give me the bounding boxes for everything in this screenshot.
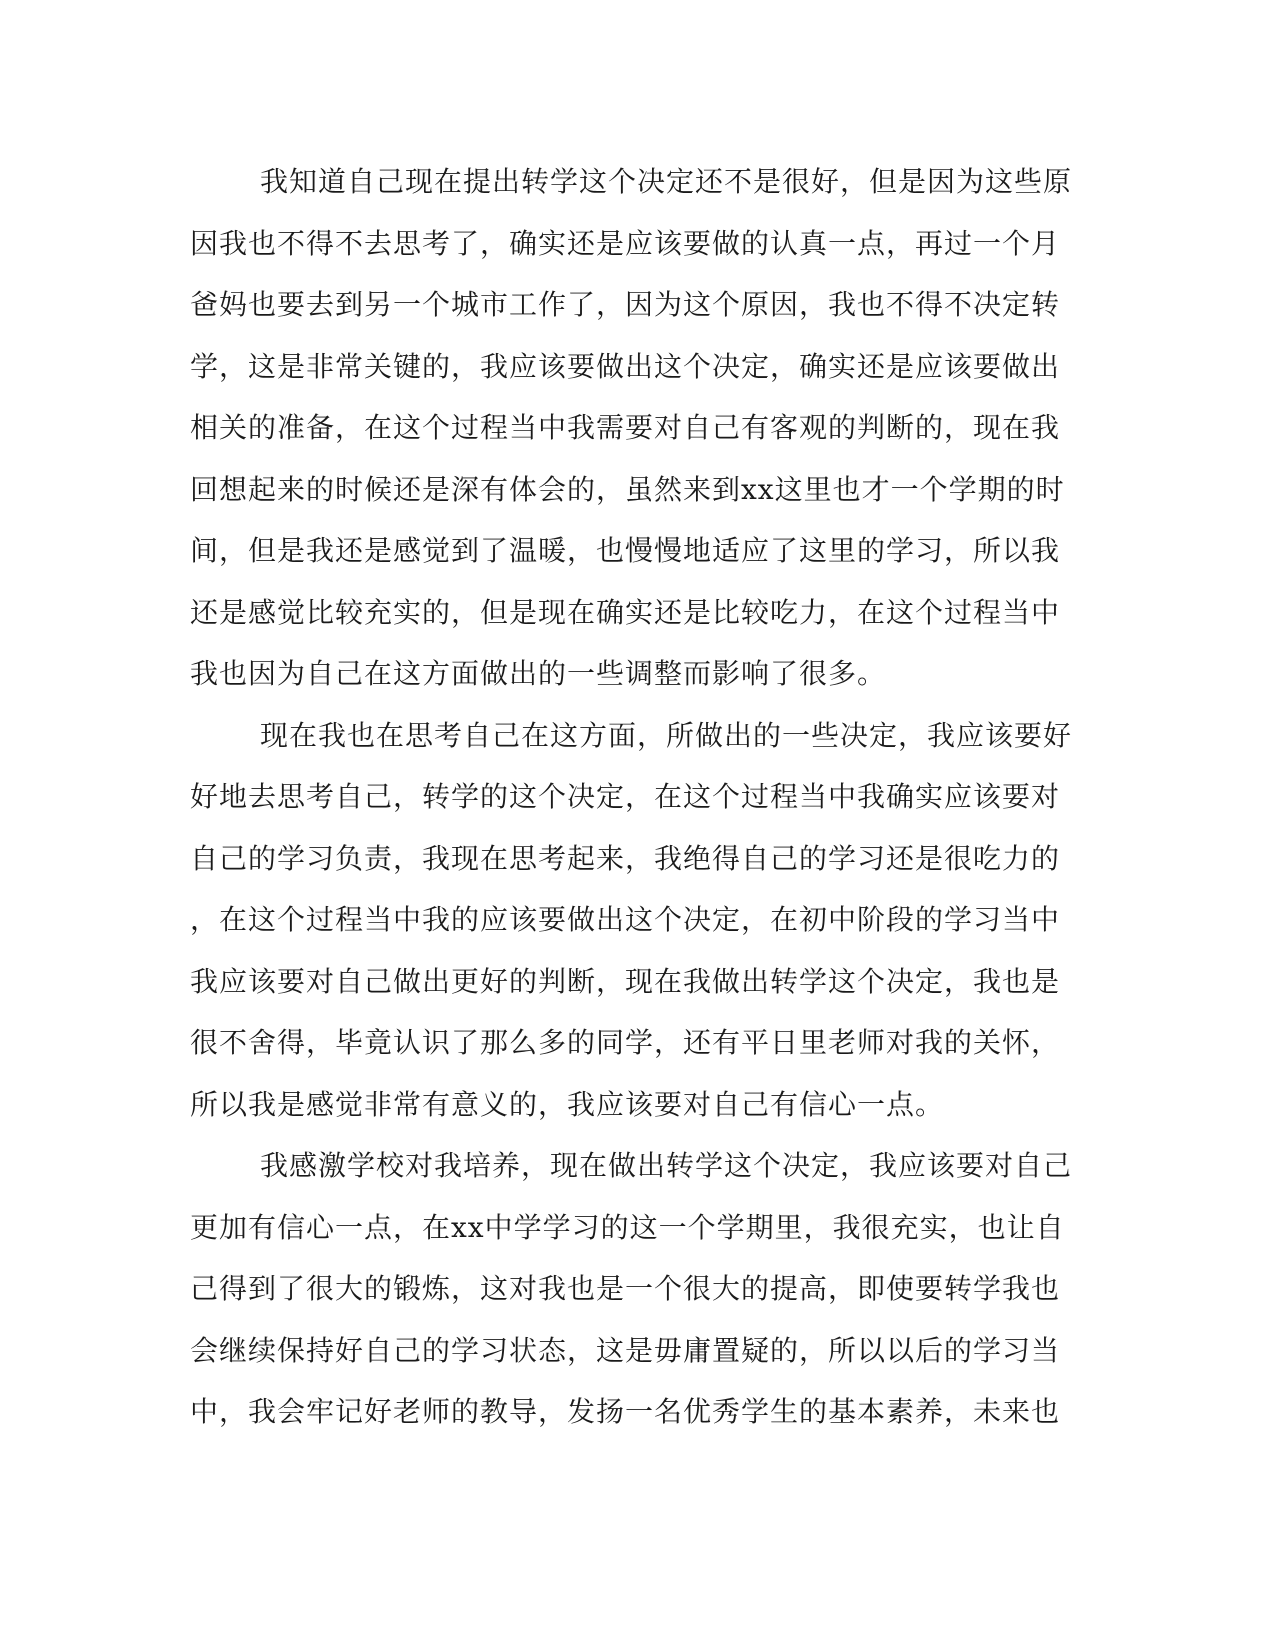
text-line: 更加有信心一点，在xx中学学习的这一个学期里，我很充实，也让自 bbox=[190, 1210, 1065, 1244]
text-line: 自己的学习负责，我现在思考起来，我绝得自己的学习还是很吃力的 bbox=[190, 841, 1061, 875]
text-line: 我也因为自己在这方面做出的一些调整而影响了很多。 bbox=[190, 657, 887, 690]
text-line: ，在这个过程当中我的应该要做出这个决定，在初中阶段的学习当中 bbox=[190, 903, 1061, 936]
text-line: 会继续保持好自己的学习状态，这是毋庸置疑的，所以以后的学习当 bbox=[190, 1333, 1061, 1367]
text-line: 己得到了很大的锻炼，这对我也是一个很大的提高，即使要转学我也 bbox=[190, 1272, 1061, 1305]
text-line: 我应该要对自己做出更好的判断，现在我做出转学这个决定，我也是 bbox=[190, 964, 1061, 998]
text-line: 我感激学校对我培养，现在做出转学这个决定，我应该要对自己 bbox=[260, 1149, 1073, 1182]
paragraph-1 bbox=[190, 162, 1073, 716]
text-line: 回想起来的时候还是深有体会的，虽然来到xx这里也才一个学期的时 bbox=[190, 472, 1065, 506]
text-line: 所以我是感觉非常有意义的，我应该要对自己有信心一点。 bbox=[190, 1087, 945, 1121]
text-line: 现在我也在思考自己在这方面，所做出的一些决定，我应该要好 bbox=[260, 718, 1073, 752]
paragraph-2 bbox=[190, 716, 1073, 1147]
text-line: 因我也不得不去思考了，确实还是应该要做的认真一点，再过一个月 bbox=[190, 226, 1061, 260]
text-line: 中，我会牢记好老师的教导，发扬一名优秀学生的基本素养，未来也 bbox=[190, 1395, 1061, 1428]
paragraph-3 bbox=[190, 1146, 1073, 1454]
text-line: 还是感觉比较充实的，但是现在确实还是比较吃力，在这个过程当中 bbox=[190, 595, 1061, 629]
text-line: 我知道自己现在提出转学这个决定还不是很好，但是因为这些原 bbox=[260, 165, 1073, 198]
text-line: 学，这是非常关键的，我应该要做出这个决定，确实还是应该要做出 bbox=[190, 349, 1061, 383]
text-line: 相关的准备，在这个过程当中我需要对自己有客观的判断的，现在我 bbox=[190, 411, 1061, 444]
text-line: 好地去思考自己，转学的这个决定，在这个过程当中我确实应该要对 bbox=[190, 780, 1061, 813]
text-line: 爸妈也要去到另一个城市工作了，因为这个原因，我也不得不决定转 bbox=[190, 288, 1061, 321]
text-line: 间，但是我还是感觉到了温暖，也慢慢地适应了这里的学习，所以我 bbox=[190, 534, 1061, 567]
text-line: 很不舍得，毕竟认识了那么多的同学，还有平日里老师对我的关怀， bbox=[190, 1026, 1061, 1059]
document-body bbox=[190, 162, 1073, 1454]
